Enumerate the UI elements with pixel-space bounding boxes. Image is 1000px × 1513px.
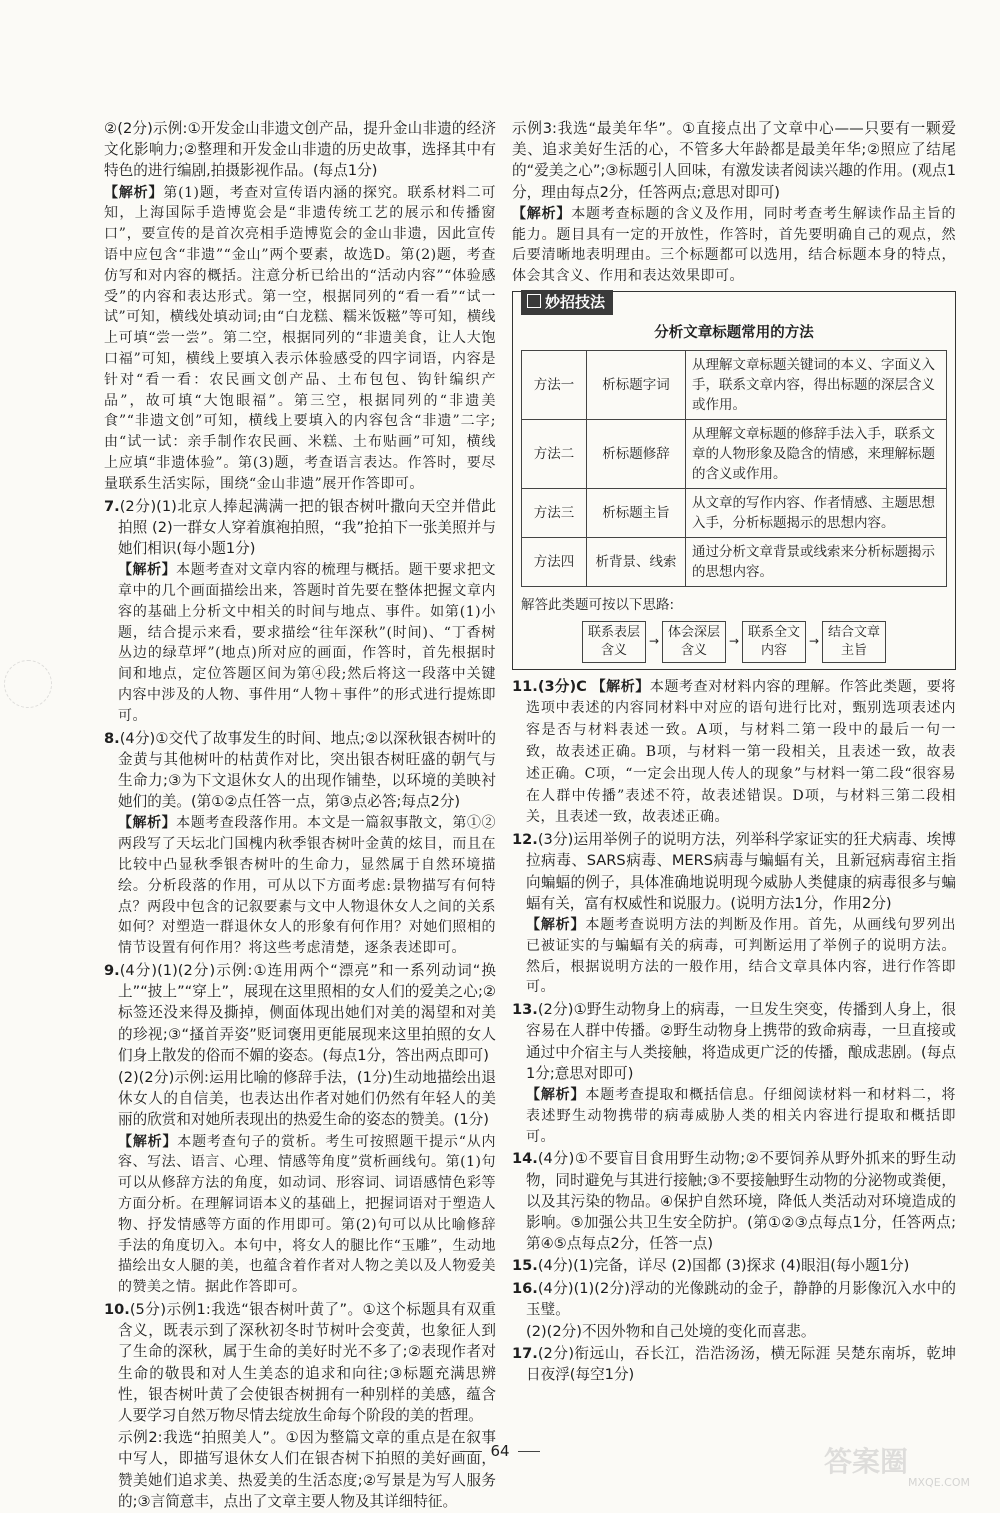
right-column bbox=[512, 118, 956, 1387]
analysis-text: 本题考查对文章内容的梳理与概括。题干要求把文章中的几个画面描绘出来，答题时首先要在整体把握文章内容的基础上分析文中相关的时间与地点、事件。如第(1)小题，结合提示来看，要求描绘“往年深秋”(时间)、“丁香树丛边的绿草坪”(地点)所对应的画面，作答时，首先根据时间和地点，定位答题区间为第④段;然后将这一段落中关键内容中涉及的人物、事件用“人物＋事件”的形式进行提炼即可。 bbox=[118, 562, 497, 724]
q10-example2: 示例2:我选“拍照美人”。①因为整篇文章的重点是在叙事中写人，即描写退休女人们在银杏树下拍照的美好画面，赞美她们追求美、热爱美的生活态度;②写景是为写人服务的;③言简意丰，点出了文章主要人物及其详细特征。 bbox=[118, 1429, 496, 1510]
analysis-tag: 【解析】 bbox=[118, 562, 177, 579]
q12-analysis bbox=[512, 915, 956, 998]
flow-step: 联系表层含义 bbox=[582, 621, 646, 663]
table-row bbox=[522, 351, 947, 420]
q8-analysis bbox=[104, 813, 496, 959]
analysis-tag: 【解析】 bbox=[118, 815, 177, 832]
question-14 bbox=[512, 1148, 956, 1254]
method-desc: 通过分析文章背景或线索来分析标题揭示的思想内容。 bbox=[686, 538, 947, 587]
arrow-right-icon: → bbox=[728, 634, 740, 648]
analysis-text: 本题考查段落作用。本文是一篇叙事散文，第①②两段写了天坛北门国槐内秋季银杏树叶金黄的炫目，而且在比较中凸显秋季银杏树叶的生命力，显然属于自然环境描绘。分析段落的作用，可从以下方面考虑:景物描写有何特点？两段中包含的记叙要素与文中人物退休女人之间的关系如何？对塑造一群退休女人的形象有何作用？对她们照相的情节设置有何作用？将这些考虑清楚，逐条表述即可。 bbox=[118, 815, 497, 957]
tips-box bbox=[512, 291, 956, 670]
q9-analysis bbox=[104, 1132, 496, 1298]
question-number: 10. bbox=[104, 1300, 130, 1318]
analysis-tag: 【解析】 bbox=[118, 1133, 178, 1150]
method-desc: 从文章的写作内容、作者情感、主题思想入手，分析标题揭示的思想内容。 bbox=[686, 489, 947, 538]
answer-text: (3分)运用举例子的说明方法，列举科学家证实的狂犬病毒、埃博拉病毒、SARS病毒、MERS病毒与蝙蝠有关，且新冠病毒宿主指向蝙蝠的例子，具体准确地说明现今威胁人类健康的病毒很多与蝙蝠有关，富有权威性和说服力。(说明方法1分，作用2分) bbox=[526, 831, 956, 912]
tips-header-label: 妙招技法 bbox=[545, 293, 606, 311]
arrow-right-icon: → bbox=[648, 634, 660, 648]
question-number: 8. bbox=[104, 729, 120, 747]
answer-text: (2分)衔远山，吞长江，浩浩汤汤，横无际涯 吴楚东南坼，乾坤日夜浮(每空1分) bbox=[526, 1345, 956, 1384]
methods-table bbox=[521, 350, 947, 587]
method-title: 析标题修辞 bbox=[587, 420, 686, 489]
question-number: 7. bbox=[104, 497, 120, 515]
answer-text: (4分)(1)(2分)浮动的光像跳动的金子，静静的月影像沉入水中的玉璧。 bbox=[526, 1279, 956, 1318]
tips-title: 分析文章标题常用的方法 bbox=[654, 325, 814, 342]
question-number: 11. bbox=[512, 677, 538, 695]
answer-text: (2分)①野生动物身上的病毒，一旦发生突变，传播到人身上，很容易在人群中传播。②野生动物身上携带的致命病毒，一旦直接或通过中介宿主与人类接触，将造成更广泛的传播，酿成悲剧。(每点1分;意思对即可) bbox=[526, 1001, 956, 1082]
flow-step: 体会深层含义 bbox=[662, 621, 726, 663]
question-13 bbox=[512, 999, 956, 1084]
question-number: 9. bbox=[104, 961, 120, 979]
answer-text: (4分)①交代了故事发生的时间、地点;②以深秋银杏树叶的金黄与其他树叶的枯黄作对比，突出银杏树旺盛的朝气与生命力;③为下文退休女人的出现作铺垫，以环境的美映衬她们的美。(第①②点任答一点，第③点必答;每点2分) bbox=[118, 729, 496, 811]
method-name: 方法一 bbox=[522, 351, 587, 420]
question-17 bbox=[512, 1343, 956, 1385]
question-number: 13. bbox=[512, 1001, 538, 1019]
question-9 bbox=[104, 960, 496, 1066]
analysis-text: 本题考查说明方法的判断及作用。首先，从画线句罗列出已被证实的与蝙蝠有关的病毒，可判断运用了举例子的说明方法。然后，根据说明方法的一般作用，结合文章具体内容，进行作答即可。 bbox=[526, 917, 957, 996]
footer-dash bbox=[460, 1451, 482, 1452]
question-8 bbox=[104, 728, 496, 813]
analysis-text: 第(1)题，考查对宣传语内涵的探究。联系材料二可知，上海国际手造博览会是“非遗传统工艺的展示和传播窗口”，要宣传的是首次亮相手造博览会的金山非遗，因此宣传语中应包含“非遗”“金山”两个要素，故选D。第(2)题，考查仿写和对内容的概括。注意分析已给出的“活动内容”“体验感受”的内容和表达形式。第一空，根据同列的“看一看”“试一试”可知，横线处填动词;由“白龙糕、糯米饭糍”等可知，横线上可填“尝一尝”。第二空，根据同列的“非遗美食，让人大饱口福”可知，横线上要填入表示体验感受的四字词语，内容是针对“看一看：农民画文创产品、土布包包、钩针编织产品”，故可填“大饱眼福”。第三空，根据同列的“非遗美食”“非遗文创”可知，横线上要填入的内容包含“非遗”二字;由“试一试：亲手制作农民画、米糕、土布贴画”可知，横线上应填“非遗体验”。第(3)题，考查语言表达。作答时，要尽量联系生活实际，围绕“金山非遗”展开作答即可。 bbox=[104, 184, 496, 492]
question-number: 16. bbox=[512, 1279, 538, 1297]
table-row bbox=[522, 420, 947, 489]
method-desc: 从理解文章标题的修辞手法入手，联系文章的人物形象及隐含的情感，来理解标题的含义或作用。 bbox=[686, 420, 947, 489]
watermark-url: MXQE.COM bbox=[908, 1476, 970, 1489]
watermark-logo: 答案圈 bbox=[824, 1445, 909, 1478]
margin-stamp bbox=[4, 660, 52, 708]
table-row bbox=[522, 489, 947, 538]
analysis-tag: 【解析】 bbox=[526, 917, 586, 933]
left-column bbox=[104, 118, 496, 1513]
question-16 bbox=[512, 1278, 956, 1320]
analysis-text: 本题考查标题的含义及作用，同时考查考生解读作品主旨的能力。题目具有一定的开放性，作答时，首先要明确自己的观点，然后要清晰地表明理由。三个标题都可以选用，结合标题本身的特点，体会其含义、作用和表达效果即可。 bbox=[512, 205, 957, 285]
flow-intro: 解答此类题可按以下思路: bbox=[521, 597, 675, 614]
answer-text: (4分)(1)(2分)示例:①连用两个“漂亮”和一系列动词“换上”“披上”“穿上”，展现在这里照相的女人们的爱美之心;②标签还没来得及撕掉，侧面体现出她们对美的渴望和对美的珍视;③“搔首弄姿”贬词褒用更能展现来这里拍照的女人们身上散发的俗而不媚的姿态。(每点1分，答出两点即可) bbox=[118, 961, 496, 1064]
tips-icon bbox=[527, 294, 541, 308]
method-name: 方法二 bbox=[522, 420, 587, 489]
analysis-text: 本题考查对材料内容的理解。作答此类题，要将选项中表述的内容同材料中对应的语句进行比对，甄别选项表述内容是否与材料表述一致。A项，与材料二第一段中的最后一句一致，故表述正确。B项，与材料一第一段相关，且表述一致，故表述正确。C项，“一定会出现人传人的现象”与材料一第二段“很容易在人群中传播”表述不符，故表述错误。D项，与材料三第二段相关，且表述一致，故表述正确。 bbox=[526, 678, 957, 826]
question-11 bbox=[512, 676, 956, 829]
table-row bbox=[522, 538, 947, 587]
answer-head: (3分)C bbox=[537, 677, 587, 695]
analysis-tag: 【解析】 bbox=[591, 678, 650, 695]
q10-analysis bbox=[512, 204, 956, 287]
q13-analysis bbox=[512, 1085, 956, 1147]
flow-step: 联系全文内容 bbox=[742, 621, 806, 663]
q7-analysis bbox=[104, 560, 496, 726]
method-name: 方法三 bbox=[522, 489, 587, 538]
method-desc: 从理解文章标题关键词的本义、字面义入手，联系文章内容，得出标题的深层含义或作用。 bbox=[686, 351, 947, 420]
analysis-tag: 【解析】 bbox=[104, 184, 164, 201]
analysis-tag: 【解析】 bbox=[512, 205, 572, 222]
method-title: 析背景、线索 bbox=[587, 538, 686, 587]
q9-part2: (2)(2分)示例:运用比喻的修辞手法，(1分)生动地描绘出退休女人的自信美，也表达出作者对她们仍然有年轻人的美丽的欣赏和对她所表现出的热爱生命的姿态的赞美。(1分) bbox=[118, 1068, 496, 1129]
question-7 bbox=[104, 496, 496, 560]
analysis-tag: 【解析】 bbox=[526, 1087, 586, 1103]
method-name: 方法四 bbox=[522, 538, 587, 587]
q6-part2: ②(2分)示例:①开发金山非遗文创产品，提升金山非遗的经济文化影响力;②整理和开发金山非遗的历史故事，选择其中有特色的进行编剧,拍摄影视作品。(每点1分) bbox=[104, 120, 496, 180]
method-title: 析标题主旨 bbox=[587, 489, 686, 538]
analysis-text: 本题考查句子的赏析。考生可按照题干提示“从内容、写法、语言、心理、情感等角度”赏析画线句。第(1)句可以从修辞方法的角度，如动词、形容词、词语感情色彩等方面分析。在理解词语本义的基础上，把握词语对于塑造人物、抒发情感等方面的作用即可。第(2)句可以从比喻修辞手法的角度切入。本句中，将女人的腿比作“玉雕”，生动地描绘出女人腿的美，也蕴含着作者对人物之美以及人物爱美的赞美之情。据此作答即可。 bbox=[118, 1133, 497, 1296]
question-number: 14. bbox=[512, 1150, 538, 1168]
flow-step: 结合文章主旨 bbox=[822, 621, 886, 663]
question-number: 12. bbox=[512, 831, 538, 849]
tips-header bbox=[521, 290, 613, 315]
page-number: 64 bbox=[490, 1442, 510, 1460]
answer-text: (4分)①不要盲目食用野生动物;②不要饲养从野外抓来的野生动物，同时避免与其进行接触;③不要接触野生动物的分泌物或粪便，以及其污染的物品。④保护自然环境，降低人类活动对环境造成的影响。⑤加强公共卫生安全防护。(第①②③点每点1分，任答两点;第④⑤点每点2分，任答一点) bbox=[526, 1150, 956, 1253]
arrow-right-icon: → bbox=[808, 634, 820, 648]
flow-chart bbox=[521, 621, 947, 663]
question-number: 15. bbox=[512, 1257, 538, 1275]
question-number: 17. bbox=[512, 1345, 538, 1363]
footer-dash bbox=[518, 1451, 540, 1452]
q16-part2: (2)(2分)不因外物和自己处境的变化而喜悲。 bbox=[526, 1323, 816, 1341]
question-12 bbox=[512, 829, 956, 914]
q6-analysis bbox=[104, 183, 496, 495]
q10-example3: 示例3:我选“最美年华”。①直接点出了文章中心——只要有一颗爱美、追求美好生活的心，不管多大年龄都是最美年华;②照应了结尾的“爱美之心”;③标题引人回味，有激发读者阅读兴趣的作用。(观点1分，理由每点2分，任答两点;意思对即可) bbox=[512, 120, 956, 201]
analysis-text: 本题考查提取和概括信息。仔细阅读材料一和材料二，将表述野生动物携带的病毒威胁人类的相关内容进行提取和概括即可。 bbox=[526, 1087, 957, 1145]
method-title: 析标题字词 bbox=[587, 351, 686, 420]
answer-text: (5分)示例1:我选“银杏树叶黄了”。①这个标题具有双重含义，既表示到了深秋初冬时节树叶会变黄，也象征人到了生命的深秋，属于生命的美好时光不多了;②表现作者对生命的敬畏和对人生美态的追求和向往;③标题充满思辨性，银杏树叶黄了会使银杏树拥有一种别样的美感，蕴含人要学习自然万物尽情去绽放生命每个阶段的美的哲理。 bbox=[118, 1300, 496, 1424]
answer-text: (4分)(1)完备，详尽 (2)国都 (3)探求 (4)眼泪(每小题1分) bbox=[537, 1257, 910, 1275]
question-10 bbox=[104, 1299, 496, 1426]
question-15 bbox=[512, 1255, 956, 1276]
answer-text: (2分)(1)北京人捧起满满一把的银杏树叶撒向天空并借此拍照 (2)一群女人穿着旗袍拍照，“我”抢拍下一张美照并与她们相识(每小题1分) bbox=[118, 497, 496, 557]
